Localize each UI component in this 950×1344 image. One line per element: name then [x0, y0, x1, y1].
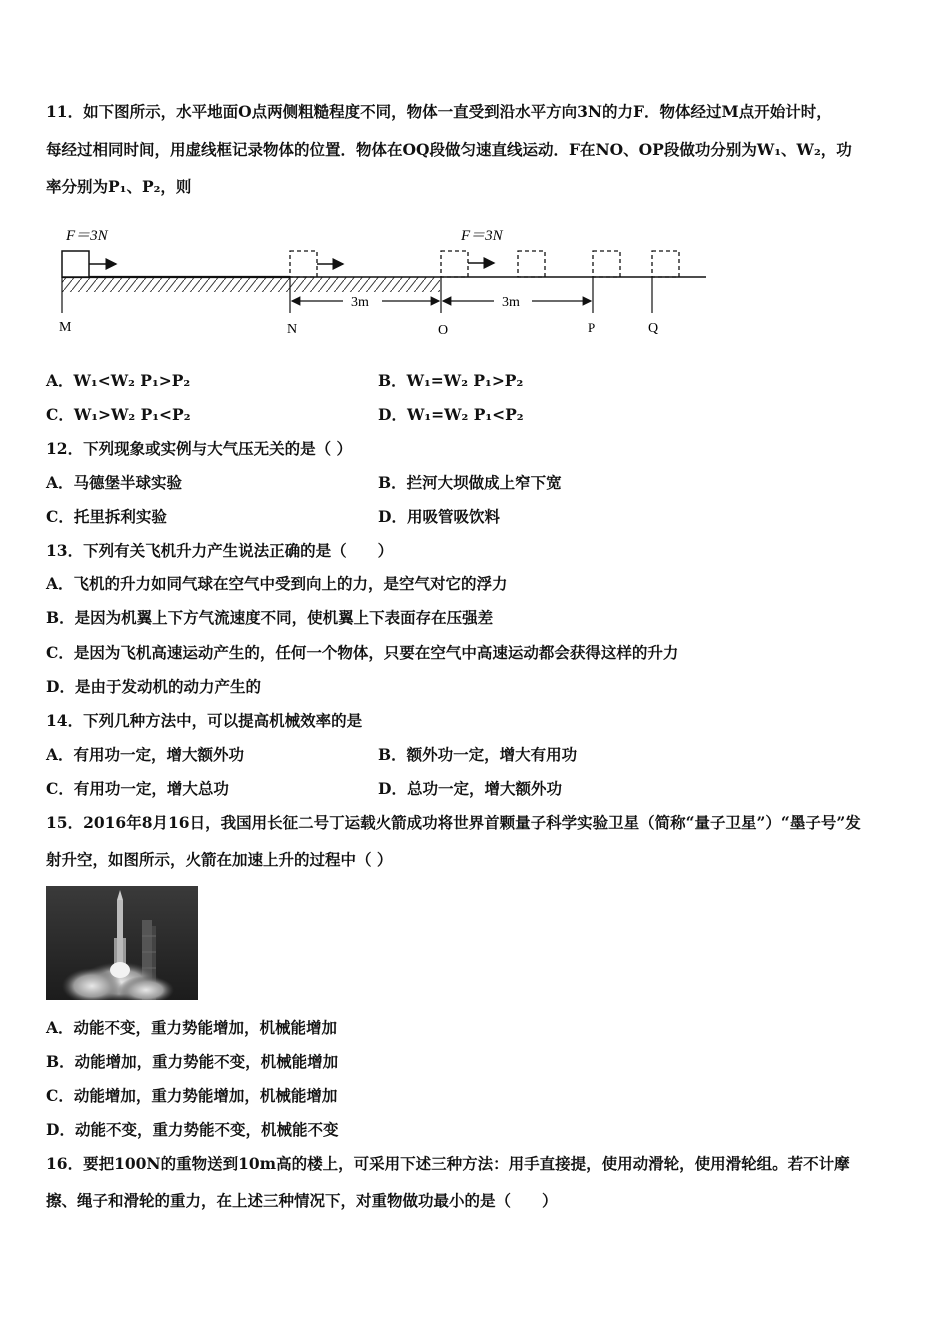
q16-stem-line2: 擦、绳子和滑轮的重力，在上述三种情况下，对重物做功最小的是（ ）: [46, 1191, 558, 1210]
block-at-q: [652, 251, 679, 277]
q14-option-a[interactable]: A．有用功一定，增大额外功: [46, 745, 245, 764]
q15-stem-line2: 射升空，如图所示，火箭在加速上升的过程中（ ）: [46, 850, 393, 869]
q13-option-c[interactable]: C．是因为飞机高速运动产生的，任何一个物体，只要在空气中高速运动都会获得这样的升力: [46, 643, 679, 662]
q13-option-d[interactable]: D．是由于发动机的动力产生的: [46, 677, 261, 696]
q15-option-b[interactable]: B．动能增加，重力势能不变，机械能增加: [46, 1052, 339, 1071]
point-label-p: P: [588, 320, 596, 335]
q13-option-a[interactable]: A．飞机的升力如同气球在空气中受到向上的力，是空气对它的浮力: [46, 574, 508, 593]
dist-label-no: 3m: [351, 295, 369, 310]
q13-stem: 13．下列有关飞机升力产生说法正确的是（ ）: [46, 541, 394, 560]
q15-option-a[interactable]: A．动能不变，重力势能增加，机械能增加: [46, 1018, 338, 1037]
dist-label-op: 3m: [502, 295, 520, 310]
point-label-q: Q: [648, 321, 659, 336]
q11-option-c[interactable]: C．W₁>W₂ P₁<P₂: [46, 405, 191, 424]
q11-diagram: [0, 215, 950, 345]
q11-stem-line3: 率分别为P₁、P₂，则: [46, 177, 192, 196]
q15-option-d[interactable]: D．动能不变，重力势能不变，机械能不变: [46, 1120, 339, 1139]
q15-option-c[interactable]: C．动能增加，重力势能增加，机械能增加: [46, 1086, 338, 1105]
q12-stem: 12．下列现象或实例与大气压无关的是（ ）: [46, 439, 352, 458]
q16-stem-line1: 16．要把100N的重物送到10m高的楼上，可采用下述三种方法：用手直接提，使用动滑轮，使用滑轮组。若不计摩: [46, 1154, 850, 1173]
q14-option-b[interactable]: B．额外功一定，增大有用功: [378, 745, 578, 764]
force-label-right: F＝3N: [461, 228, 503, 244]
block-mid-op: [518, 251, 545, 277]
q12-option-c[interactable]: C．托里拆利实验: [46, 507, 167, 526]
block-at-n: [290, 251, 317, 277]
q15-stem-line1: 15．2016年8月16日，我国用长征二号丁运载火箭成功将世界首颗量子科学实验卫星（简称“量子卫星”）“墨子号”发: [46, 813, 861, 832]
q11-option-b[interactable]: B．W₁=W₂ P₁>P₂: [378, 371, 524, 390]
point-label-n: N: [287, 322, 298, 337]
q11-stem-line2: 每经过相同时间，用虚线框记录物体的位置．物体在OQ段做匀速直线运动．F在NO、OP段做功分别为W₁、W₂，功: [46, 140, 852, 159]
q11-option-d[interactable]: D．W₁=W₂ P₁<P₂: [378, 405, 524, 424]
q14-option-d[interactable]: D．总功一定，增大额外功: [378, 779, 562, 798]
q11-option-a[interactable]: A．W₁<W₂ P₁>P₂: [46, 371, 191, 390]
q14-option-c[interactable]: C．有用功一定，增大总功: [46, 779, 229, 798]
block-at-o: [441, 251, 468, 277]
q12-option-b[interactable]: B．拦河大坝做成上窄下宽: [378, 473, 562, 492]
force-label-left: F＝3N: [66, 228, 108, 244]
q11-stem-line1: 11．如下图所示，水平地面O点两侧粗糙程度不同，物体一直受到沿水平方向3N的力F．物体经过M点开始计时，: [46, 102, 832, 121]
point-label-o: O: [438, 323, 449, 338]
q12-option-d[interactable]: D．用吸管吸饮料: [378, 507, 500, 526]
point-label-m: M: [59, 320, 72, 335]
rough-ground-hatch: [62, 277, 440, 292]
q14-stem: 14．下列几种方法中，可以提高机械效率的是: [46, 711, 363, 730]
block-at-p: [593, 251, 620, 277]
q13-option-b[interactable]: B．是因为机翼上下方气流速度不同，使机翼上下表面存在压强差: [46, 608, 494, 627]
block-at-m: [62, 251, 89, 277]
rocket-launch-photo: [46, 886, 198, 1000]
q12-option-a[interactable]: A．马德堡半球实验: [46, 473, 183, 492]
